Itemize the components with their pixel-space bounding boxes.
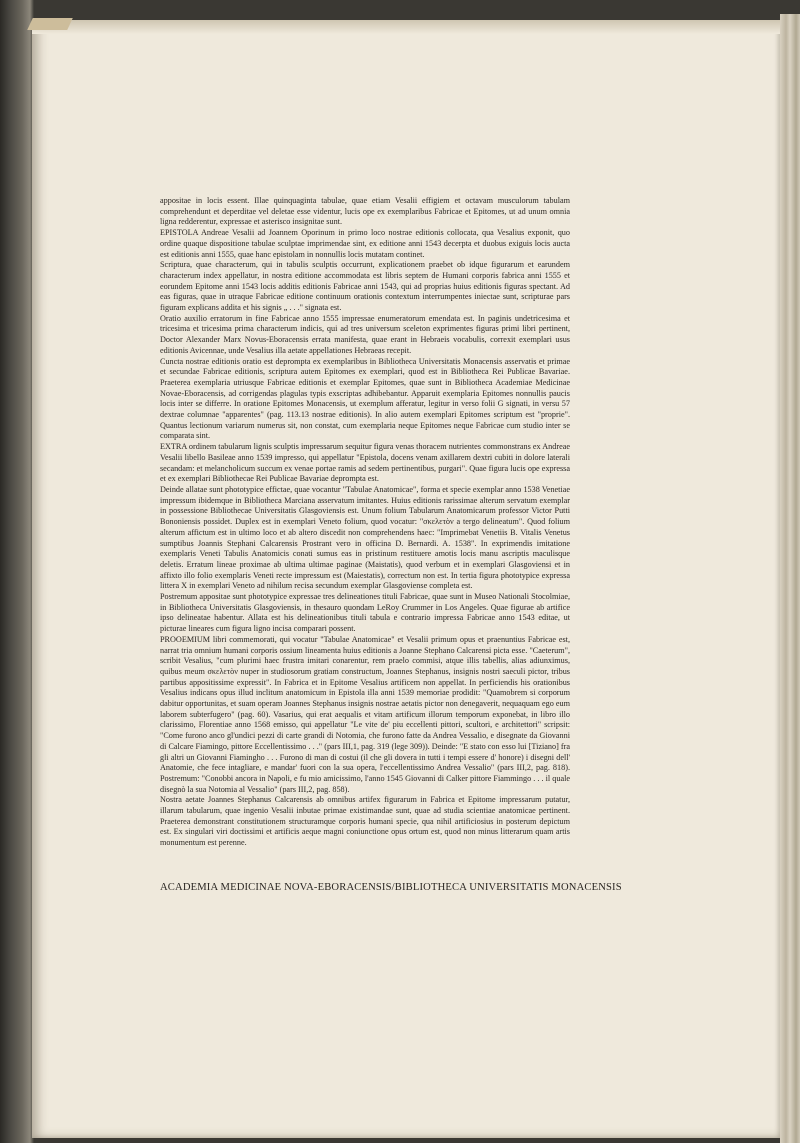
paragraph: appositae in locis essent. Illae quinquaginta tabulae, quae etiam Vesalii effigiem et octavam musculorum tabulam comprehendunt et deperditae vel deletae esse videntur, lucis ope ex exemplaribus Fabricae et Epitomes, ut ad unum omnia ligna redderentur, expressae et asterisco insignitae sunt.: [160, 196, 570, 227]
paragraph: PROOEMIUM libri commemorati, qui vocatur "Tabulae Anatomicae" et Vesalii primum opus et praenuntius Fabricae est, narrat tria omnium humani corporis ossium lineamenta huius editionis a Joanne Stephano Calcarensi picta esse. "Caeterum", scribit Vesalius, "cum plurimi haec frustra imitari conarentur, rem praelo commisi, atque illis tabellis, alias adiunximus, quibus meum σκελετὸν nuper in studiosorum gratiam constructum, Joannes Stephanus, insignis nostri saeculi pictor, tribus partibus appositissime expressit". In Fabrica et in Epitome Vesalius artificem non appellat. In perficiendis his orationibus Vesalius indicans opus illud inclitum anatomicum in Epistola illa anni 1539 memoriae prodidit: "Quamobrem si corporum dabitur opportunitas, et suam operam Joannes Stephanus insignis nostrae aetatis pictor non denegaverit, nequaquam ego eum laborem subterfugero" (pag. 60). Vasarius, qui erat aequalis et vitam artificum illorum temporum exponebat, in libro illo clarissimo, Florentiae anno 1568 emisso, qui appellatur "Le vite de' piu eccellenti pittori, scultori, e architettori" scripsit: "Come furono anco gl'undici pezzi di carte grandi di Notomia, che furono fatte da Andrea Vessalio, e disegnate da Giovanni di Calcare Fiamingo, pittore Eccellentissimo . . ." (pars III,1, pag. 319 (lege 309)). Deinde: "E stato con esso lui [Tiziano] fra gli altri un Giovanni Fiamingho . . . Furono di man di costui (il che gli dovera in tutti i tempi essere d' honore) i disegni dell' Anatomie, che fece intagliare, e mandar' fuori con la sua opera, l'eccellentissimo Andrea Vessalio" (pars III,2, pag. 818). Postremum: "Conobbi ancora in Napoli, e fu mio amicissimo, l'anno 1545 Giovanni di Calker pittore Fiammingo . . . il quale disegnò la sua Notomia al Vessalio" (pars III,2, pag. 858).: [160, 634, 570, 794]
paragraph: Scriptura, quae characterum, qui in tabulis sculptis occurrunt, explicationem praebet ob idque figurarum et earundem characterum index appellatur, in nostra editione accommodata est libris septem de Humani corporis fabrica anni 1555 et eorundem Epitome anni 1543 locis additis editionis Fabricae anni 1543, qui ad proprias huius editionis figuras spectant. Ad eas figuras, quae in utraque Fabricae editione continuum orationis contextum interrumpentes iniectae sunt, scripturae pars figuram explicans addita et his signis „ . . ." signata est.: [160, 260, 570, 313]
paragraph: Postremum appositae sunt phototypice expressae tres delineationes tituli Fabricae, quae sunt in Museo Nationali Stocolmiae, in Bibliotheca Universitatis Glasgoviensis, in thesauro quondam LeRoy Crummer in Los Angeles. Quae figurae ab artifice ipso delineatae habentur. Allata est his delineationibus tituli tabula e contrario impressa Fabricae anno 1543 editae, ut picturae lineares cum figura ligno incisa comparari possent.: [160, 592, 570, 634]
paragraph: Nostra aetate Joannes Stephanus Calcarensis ab omnibus artifex figurarum in Fabrica et Epitome impressarum putatur, illarum tabularum, quae ingenio Vesalii inbutae primae existimandae sunt, quae ad studia scientiae anatomicae pertinent. Praeterea demonstrant constitutionem structuramque corporis humani specie, qua nihil artificiosius in posterum depictum est. Ex singulari viri doctissimi et artificis aeque magni coniunctione opus ortum est, quod non minus litterarum quam artis monumentum est perenne.: [160, 795, 570, 848]
paragraph: EPISTOLA Andreae Vesalii ad Joannem Oporinum in primo loco nostrae editionis collocata, qua Vesalius exponit, quo ordine quaque dispositione tabulae sculptae imprimendae sint, ex editione anni 1543 decerpta et duobus exiguis locis aucta est editionis anni 1555, quae hanc epistolam in nonnullis locis mutatam continet.: [160, 228, 570, 259]
torn-corner: [27, 18, 73, 30]
body-text: [160, 196, 570, 849]
paragraph: EXTRA ordinem tabularum lignis sculptis impressarum sequitur figura venas thoracem nutrientes commonstrans ex Andreae Vesalii libello Basileae anno 1539 impresso, qui appellatur "Epistola, docens venam axillarem dextri cubiti in dolore laterali secandam: et melancholicum succum ex venae portae ramis ad sedem pertinentibus, purgari". Quae figura lucis ope expressa et ex exemplari Bibliothecae Rei Publicae Bavariae deprompta est.: [160, 442, 570, 484]
publisher-footer: ACADEMIA MEDICINAE NOVA-EBORACENSIS/BIBLIOTHECA UNIVERSITATIS MONACENSIS: [160, 882, 622, 893]
paragraph: Cuncta nostrae editionis oratio est deprompta ex exemplaribus in Bibliotheca Universitatis Monacensis asservatis et primae et secundae Fabricae editionis, scriptura autem Epitomes ex exemplari, quod est in Bibliotheca Rei Publicae Bavariae. Praeterea exemplaria utriusque Fabricae editionis et exemplar Epitomes, quae sunt in Bibliotheca Academiae Medicinae Novae-Eboracensis, ad corrigendas plagulas typis exscriptas adhibebantur. Apparuit exemplaria Epitomes nonnullis paucis locis inter se differre. In oratione Epitomes Monacensis, ut exemplum afferatur, legitur in verso folii G signati, in versu 57 dextrae columnae "apparentes" (pag. 113.13 nostrae editionis). In alio autem exemplari Epitomes scriptum est "proprie". Quantus lectionum variarum numerus sit, non constat, cum exemplaria neque Epitomes neque Fabricae cum studio inter se comparata sint.: [160, 356, 570, 441]
paragraph: Oratio auxilio erratorum in fine Fabricae anno 1555 impressae enumeratorum emendata est. In paginis undetricesima et tricesima et tricesima prima characterum indicis, qui ad tres universum sceleton exprimentes figuras primi libri pertinent, Doctor Alexander Marx Novus-Eboracensis errata manifesta, quae erant in Hebraeis vocabulis, correxit exemplari usus editionis Avicennae, unde Vesalius illa aetate appellationes Hebraeas recepit.: [160, 313, 570, 355]
paragraph: Deinde allatae sunt phototypice effictae, quae vocantur "Tabulae Anatomicae", forma et specie exemplar anno 1538 Venetiae impressum ibidemque in Bibliotheca Marciana asservatum imitantes. Huius editionis rarissimae alterum servatum exemplar in possessione Bibliothecae Universitatis Glasgoviensis est. Unum folium Tabularum Anatomicarum professor Victor Putti Bononiensis possidet. Duplex est in exemplari Veneto folium, quod vocatur: "σκελετὸν a tergo delineatum". Quod folium alterum affictum est in ultimo loco et ab altero discedit non comprehendens haec: "Imprimebat Venetiis B. Vitalis Venetus sumptibus Joannis Stephani Calcarensis Prostrant vero in officina D. Bernardi. A. 1538". In exprimendis imitatione exemplaris Veneti Tabulis Anatomicis conati sumus eas in pristinum restituere amotis locis manu ascriptis maculisque deletis. Erratum lineae proximae ab ultima ultimae paginae (Maistatis), quod verbum et in exemplari Glasgoviensi et in affixto illo folio exemplaris Veneti recte impressum est (Maiestatis), correctum non est. In tertia figura phototypice expressa littera X in exemplari Veneto ad nihilum recisa secundum exemplar Glasgoviense completa est.: [160, 484, 570, 591]
page-edges: [780, 14, 800, 1143]
